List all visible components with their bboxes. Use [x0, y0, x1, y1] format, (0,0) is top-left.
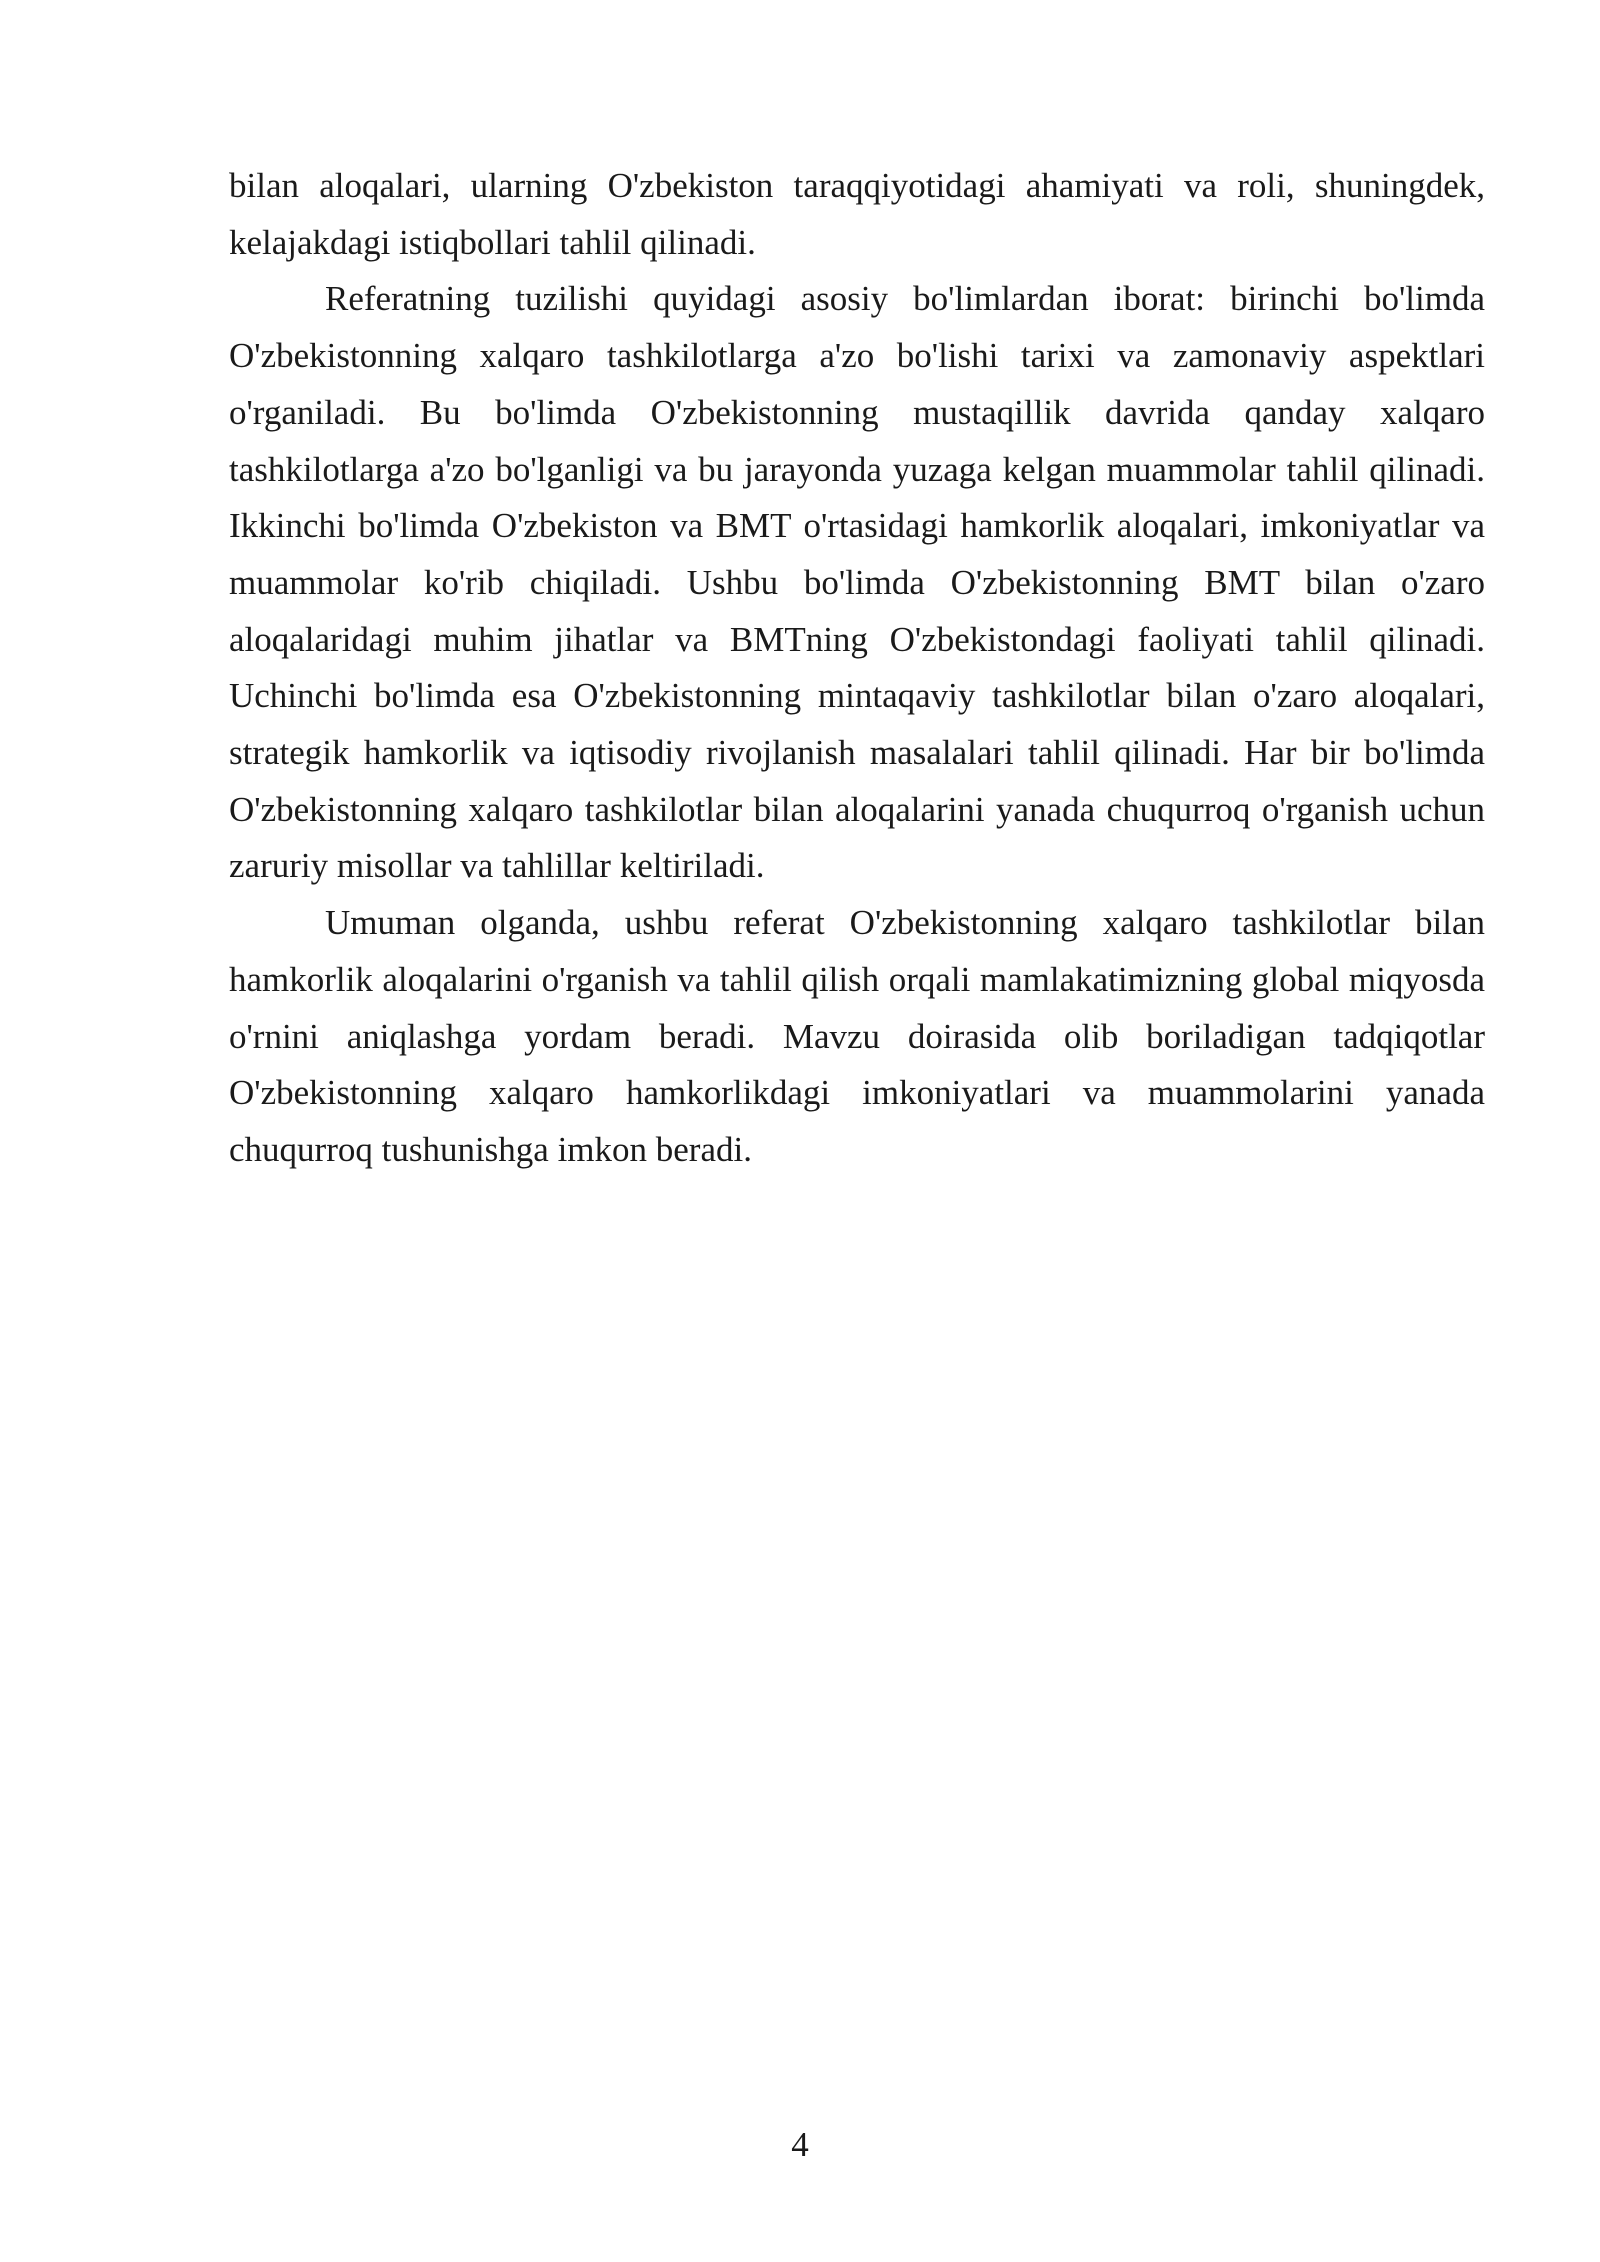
paragraph-conclusion: Umuman olganda, ushbu referat O'zbekistonning xalqaro tashkilotlar bilan hamkorlik aloqalarini o'rganish va tahlil qilish orqali mamlakatimizning global miqyosda o'rnini aniqlashga yordam beradi. Mavzu doirasida olib boriladigan tadqiqotlar O'zbekistonning xalqaro hamkorlikdagi imkoniyatlari va muammolarini yanada chuqurroq tushunishga imkon beradi. [229, 903, 1485, 1169]
page-number: 4 [791, 2125, 809, 2164]
paragraph-continuation: bilan aloqalari, ularning O'zbekiston taraqqiyotidagi ahamiyati va roli, shuningdek, kelajakdagi istiqbollari tahlil qilinadi. [229, 166, 1485, 262]
paragraph-structure: Referatning tuzilishi quyidagi asosiy bo'limlardan iborat: birinchi bo'limda O'zbekistonning xalqaro tashkilotlarga a'zo bo'lishi tarixi va zamonaviy aspektlari o'rganiladi. Bu bo'limda O'zbekistonning mustaqillik davrida qanday xalqaro tashkilotlarga a'zo bo'lganligi va bu jarayonda yuzaga kelgan muammolar tahlil qilinadi. Ikkinchi bo'limda O'zbekiston va BMT o'rtasidagi hamkorlik aloqalari, imkoniyatlar va muammolar ko'rib chiqiladi. Ushbu bo'limda O'zbekistonning BMT bilan o'zaro aloqalaridagi muhim jihatlar va BMTning O'zbekistondagi faoliyati tahlil qilinadi. Uchinchi bo'limda esa O'zbekistonning mintaqaviy tashkilotlar bilan o'zaro aloqalari, strategik hamkorlik va iqtisodiy rivojlanish masalalari tahlil qilinadi. Har bir bo'limda O'zbekistonning xalqaro tashkilotlar bilan aloqalarini yanada chuqurroq o'rganish uchun zaruriy misollar va tahlillar keltiriladi. [229, 279, 1485, 886]
body-text [229, 158, 1485, 1179]
